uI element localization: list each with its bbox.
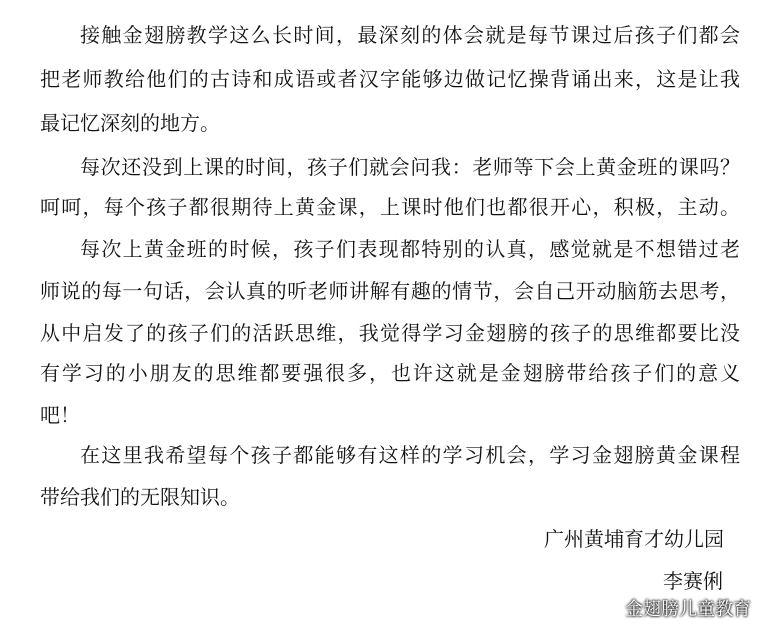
watermark-text: 金翅膀儿童教育	[625, 599, 751, 620]
signature-author: 李赛俐	[663, 569, 723, 593]
paragraph-3-line-1: 每次上黄金班的时候，孩子们表现都特别的认真，感觉就是不想错过老	[80, 237, 740, 261]
paragraph-1-line-1: 接触金翅膀教学这么长时间，最深刻的体会就是每节课过后孩子们都会	[80, 23, 740, 47]
paragraph-1-line-2: 把老师教给他们的古诗和成语或者汉字能够边做记忆操背诵出来，这是让我	[40, 67, 740, 91]
paragraph-4-line-2: 带给我们的无限知识。	[40, 485, 240, 509]
paragraph-2-line-1: 每次还没到上课的时间，孩子们就会问我：老师等下会上黄金班的课吗？	[80, 155, 740, 179]
paragraph-3-line-3: 从中启发了的孩子们的活跃思维，我觉得学习金翅膀的孩子的思维都要比没	[40, 321, 740, 345]
paragraph-2-line-2: 呵呵，每个孩子都很期待上黄金课，上课时他们也都很开心，积极，主动。	[40, 195, 740, 219]
paragraph-1-line-3: 最记忆深刻的地方。	[40, 111, 220, 135]
wechat-icon	[595, 598, 619, 618]
paragraph-3-line-4: 有学习的小朋友的思维都要强很多，也许这就是金翅膀带给孩子们的意义	[40, 361, 740, 385]
watermark	[595, 593, 751, 623]
signature-organization: 广州黄埔育才幼儿园	[544, 527, 724, 551]
paragraph-3-line-2: 师说的每一句话，会认真的听老师讲解有趣的情节，会自己开动脑筋去思考，	[40, 279, 740, 303]
paragraph-4-line-1: 在这里我希望每个孩子都能够有这样的学习机会，学习金翅膀黄金课程	[80, 443, 740, 467]
paragraph-3-line-5: 吧！	[40, 403, 80, 427]
